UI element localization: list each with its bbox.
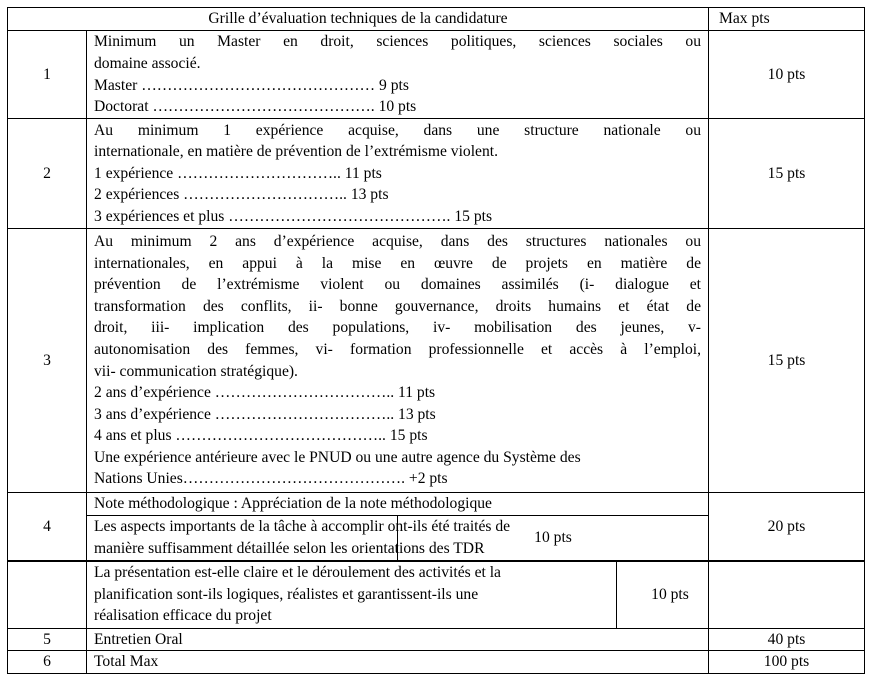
criterion-text: vii- communication stratégique). bbox=[94, 362, 298, 380]
table-row bbox=[8, 651, 865, 674]
sub-criterion-points: 10 pts bbox=[398, 515, 709, 560]
criterion-text: transformation des conflits, ii- bonne gouvernance, droits humains et état de bbox=[94, 297, 702, 315]
methodology-subtitle: Note méthodologique : Appréciation de la note méthodologique bbox=[87, 493, 708, 515]
score-item: Doctorat ……………………………………. 10 pts bbox=[94, 98, 417, 116]
score-item: 2 ans d’expérience …………………………….. 11 pts bbox=[94, 384, 436, 402]
score-item: Une expérience antérieure avec le PNUD ou une autre agence du Système des bbox=[94, 448, 581, 466]
max-points: 15 pts bbox=[709, 229, 865, 493]
sub-criterion-text: réalisation efficace du projet bbox=[94, 607, 272, 625]
row-number: 3 bbox=[8, 229, 87, 493]
score-item: Nations Unies……………………………………. +2 pts bbox=[94, 470, 448, 488]
criterion-text: Au minimum 1 expérience acquise, dans une structure nationale ou bbox=[94, 121, 702, 139]
max-points: 10 pts bbox=[709, 31, 865, 119]
criterion-text: droit, iii- implication des populations, iv- mobilisation des jeunes, v- bbox=[94, 319, 702, 337]
score-item: 3 ans d’expérience …………………………….. 13 pts bbox=[94, 405, 436, 423]
row-number: 4 bbox=[8, 493, 87, 561]
table-row bbox=[8, 119, 865, 229]
sub-criterion-points: 10 pts bbox=[651, 585, 689, 603]
criterion-text: Au minimum 2 ans d’expérience acquise, dans des structures nationales ou bbox=[94, 232, 702, 250]
table-row bbox=[8, 561, 865, 629]
max-points-empty bbox=[709, 561, 865, 629]
row-number: 1 bbox=[8, 31, 87, 119]
table-row bbox=[8, 628, 865, 651]
methodology-subtable bbox=[87, 493, 708, 560]
sub-criterion-text: planification sont-ils logiques, réalistes et garantissent-ils une bbox=[94, 585, 479, 603]
criterion-cell bbox=[87, 31, 709, 119]
criterion-text: prévention de l’extrémisme violent ou domaines assimilés (i- dialogue et bbox=[94, 276, 702, 294]
score-item: Master ……………………………………… 9 pts bbox=[94, 76, 409, 94]
max-points: 20 pts bbox=[709, 493, 865, 561]
row-number-empty bbox=[8, 561, 87, 629]
row-number: 5 bbox=[8, 628, 87, 651]
table-title: Grille d’évaluation techniques de la candidature bbox=[8, 8, 709, 31]
criterion-cell bbox=[87, 561, 709, 629]
criterion-text: internationale, en matière de prévention de l’extrémisme violent. bbox=[94, 143, 498, 161]
max-points: 100 pts bbox=[709, 651, 865, 674]
score-item: 4 ans et plus ………………………………….. 15 pts bbox=[94, 427, 428, 445]
evaluation-grid-table bbox=[7, 7, 865, 674]
criterion-label: Entretien Oral bbox=[87, 628, 709, 651]
sub-criterion bbox=[87, 562, 617, 628]
score-item: 2 expériences ………………………….. 13 pts bbox=[94, 186, 389, 204]
criterion-text: autonomisation des femmes, vi- formation professionnelle et accès à l’emploi, bbox=[94, 340, 702, 358]
score-item: 1 expérience ………………………….. 11 pts bbox=[94, 164, 382, 182]
criterion-text: Minimum un Master en droit, sciences politiques, sciences sociales ou bbox=[94, 33, 702, 51]
sub-criterion bbox=[87, 515, 511, 560]
table-row bbox=[8, 493, 865, 561]
sub-criterion-text: Les aspects importants de la tâche à accomplir ont-ils été traités de bbox=[94, 518, 511, 535]
criterion-cell bbox=[87, 493, 709, 561]
table-row bbox=[8, 229, 865, 493]
score-item: 3 expériences et plus ……………………………………. 15 pts bbox=[94, 207, 493, 225]
sub-criterion-text: La présentation est-elle claire et le déroulement des activités et la bbox=[94, 564, 501, 582]
max-points-header: Max pts bbox=[709, 8, 865, 31]
criterion-text: domaine associé. bbox=[94, 54, 201, 72]
max-points: 40 pts bbox=[709, 628, 865, 651]
table-row bbox=[8, 31, 865, 119]
criterion-cell bbox=[87, 229, 709, 493]
row-number: 2 bbox=[8, 119, 87, 229]
criterion-cell bbox=[87, 119, 709, 229]
criterion-label: Total Max bbox=[87, 651, 709, 674]
sub-criterion-text: manière suffisamment détaillée selon les orientations des TDR bbox=[94, 539, 485, 557]
criterion-text: internationales, en appui à la mise en œuvre de projets en matière de bbox=[94, 254, 702, 272]
row-number: 6 bbox=[8, 651, 87, 674]
methodology-subtable bbox=[87, 562, 723, 628]
max-points: 15 pts bbox=[709, 119, 865, 229]
table-header-row bbox=[8, 8, 865, 31]
